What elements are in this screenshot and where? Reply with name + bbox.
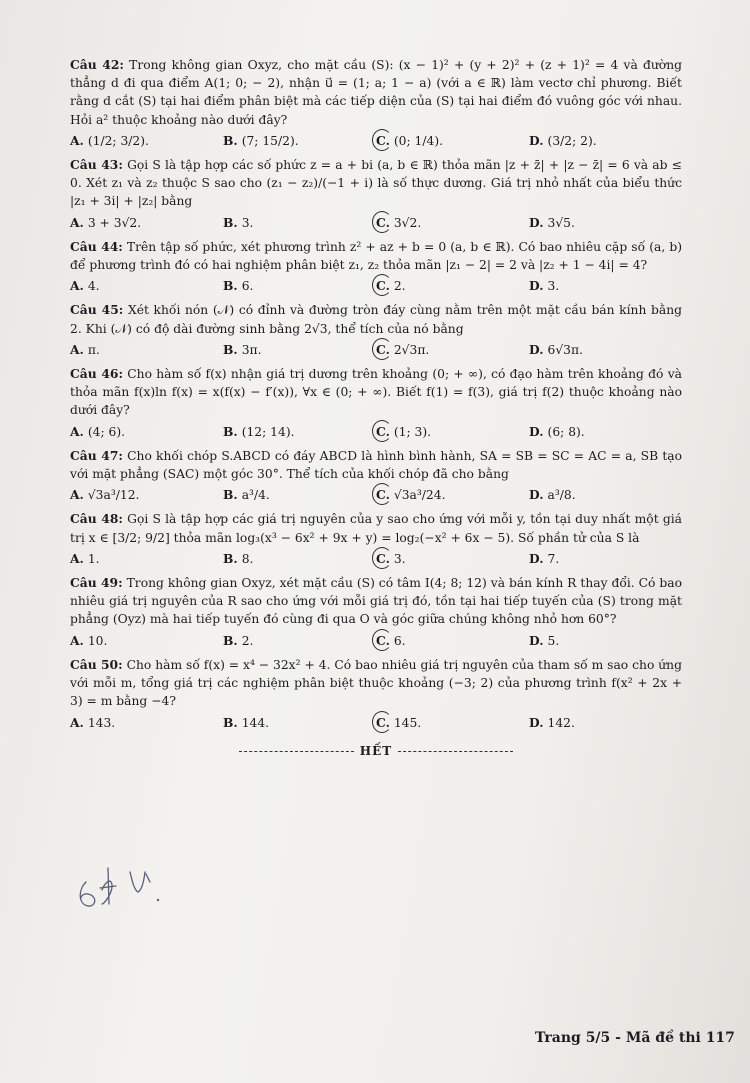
option-a[interactable]: A. (4; 6). (70, 423, 126, 439)
question-number: Câu 42: (70, 57, 124, 72)
option-b[interactable]: B. (12; 14). (223, 423, 295, 439)
option-d[interactable]: D. 142. (529, 714, 575, 730)
question-number: Câu 45: (70, 302, 124, 318)
circled-answer: C. (376, 132, 390, 150)
question-48 (70, 510, 682, 568)
option-c[interactable]: C. 6. (376, 632, 529, 650)
option-a[interactable]: A. 10. (70, 632, 108, 648)
circled-answer: C. (376, 277, 390, 295)
question-42 (70, 56, 682, 150)
option-c[interactable]: C. 3. (376, 550, 529, 568)
question-text: Trên tập số phức, xét phương trình z² + az + b = 0 (a, b ∈ ℝ). Có bao nhiêu cặp số (a, b) để phương trình đó có hai nghiệm phân biệt z₁, z₂ thỏa mãn |z₁ − 2| = 2 và |z₂ + 1 − 4i| = 4? (70, 239, 682, 273)
circled-answer: C. (376, 423, 390, 441)
option-c[interactable]: C. 3√2. (376, 214, 529, 232)
option-b[interactable]: B. 2. (223, 632, 254, 648)
option-b[interactable]: B. 6. (223, 278, 254, 294)
options (70, 550, 682, 568)
question-number: Câu 44: (70, 238, 123, 254)
option-d[interactable]: D. 3. (529, 278, 560, 294)
option-d[interactable]: D. 6√3π. (529, 341, 583, 357)
question-43 (70, 156, 682, 232)
circled-answer: C. (376, 341, 390, 359)
question-number: Câu 48: (70, 511, 123, 527)
options (70, 132, 682, 150)
question-50 (70, 656, 682, 732)
question-number: Câu 43: (70, 157, 123, 173)
handwritten-scribble (72, 860, 192, 920)
end-marker: HẾT (70, 742, 682, 760)
question-number: Câu 49: (70, 575, 123, 591)
option-a[interactable]: A. √3a³/12. (70, 487, 140, 503)
question-text: Trong không gian Oxyz, cho mặt cầu (S): (x − 1)² + (y + 2)² + (z + 1)² = 4 và đường thẳng d đi qua điểm A(1; 0; − 2), nhận u⃗ = (1; a; 1 − a) (với a ∈ ℝ) làm vectơ chỉ phương. Biết rằng d cắt (S) tại hai điểm phân biệt mà các tiếp diện của (S) tại hai điểm đó vuông góc với nhau. Hỏi a² thuộc khoảng nào dưới đây? (70, 58, 682, 127)
option-a[interactable]: A. 143. (70, 714, 116, 730)
options (70, 486, 682, 504)
option-d[interactable]: D. (6; 8). (529, 423, 585, 439)
option-b[interactable]: B. 3π. (223, 341, 262, 357)
question-44 (70, 238, 682, 296)
option-c[interactable]: C. 145. (376, 714, 529, 732)
divider (398, 751, 513, 752)
circled-answer: C. (376, 632, 390, 650)
option-b[interactable]: B. 3. (223, 214, 254, 230)
option-c[interactable]: C. 2. (376, 277, 529, 295)
option-d[interactable]: D. a³/8. (529, 487, 576, 503)
options (70, 714, 682, 732)
question-text: Gọi S là tập hợp các giá trị nguyên của y sao cho ứng với mỗi y, tồn tại duy nhất một giá trị x ∈ [3/2; 9/2] thỏa mãn log₃(x³ − 6x² + 9x + y) = log₂(−x² + 6x − 5). Số phần tử của S là (70, 512, 682, 545)
question-46 (70, 365, 682, 441)
question-text: Cho khối chóp S.ABCD có đáy ABCD là hình bình hành, SA = SB = SC = AC = a, SB tạo với mặt phẳng (SAC) một góc 30°. Thể tích của khối chóp đã cho bằng (70, 448, 682, 482)
circled-answer: C. (376, 714, 390, 732)
question-text: Cho hàm số f(x) nhận giá trị dương trên khoảng (0; + ∞), có đạo hàm trên khoảng đó và thỏa mãn f(x)ln f(x) = x(f(x) − f′(x)), ∀x ∈ (0; + ∞). Biết f(1) = f(3), giá trị f(2) thuộc khoảng nào dưới đây? (70, 367, 682, 418)
option-a[interactable]: A. (1/2; 3/2). (70, 132, 149, 148)
option-c[interactable]: C. (1; 3). (376, 423, 529, 441)
option-d[interactable]: D. 5. (529, 632, 560, 648)
option-d[interactable]: D. 3√5. (529, 214, 575, 230)
options (70, 632, 682, 650)
option-a[interactable]: A. 4. (70, 278, 100, 294)
question-text: Gọi S là tập hợp các số phức z = a + bi (a, b ∈ ℝ) thỏa mãn |z + z̄| + |z − z̄| = 6 và ab ≤ 0. Xét z₁ và z₂ thuộc S sao cho (z₁ − z₂)/(−1 + i) là số thực dương. Giá trị nhỏ nhất của biểu thức |z₁ + 3i| + |z₂| bằng (70, 158, 682, 209)
option-b[interactable]: B. 8. (223, 550, 254, 566)
options (70, 341, 682, 359)
page-footer: Trang 5/5 - Mã đề thi 117 (535, 1030, 735, 1046)
circled-answer: C. (376, 214, 390, 232)
option-a[interactable]: A. 1. (70, 550, 100, 566)
option-c[interactable]: C. (0; 1/4). (376, 132, 529, 150)
option-c[interactable]: C. 2√3π. (376, 341, 529, 359)
option-b[interactable]: B. 144. (223, 714, 270, 730)
question-49 (70, 574, 682, 650)
question-text: Trong không gian Oxyz, xét mặt cầu (S) có tâm I(4; 8; 12) và bán kính R thay đổi. Có bao nhiêu giá trị nguyên của R sao cho ứng với mỗi giá trị đó, tồn tại hai tiếp tuyến của (S) trong mặt phẳng (Oyz) mà hai tiếp tuyến đó cùng đi qua O và góc giữa chúng không nhỏ hơn 60°? (70, 576, 682, 627)
question-45 (70, 301, 682, 359)
option-c[interactable]: C. √3a³/24. (376, 486, 529, 504)
option-b[interactable]: B. a³/4. (223, 487, 270, 503)
question-number: Câu 46: (70, 366, 123, 382)
options (70, 277, 682, 295)
question-number: Câu 50: (70, 656, 123, 672)
options (70, 423, 682, 441)
option-a[interactable]: A. π. (70, 341, 100, 357)
question-text: Xét khối nón (𝒩) có đỉnh và đường tròn đáy cùng nằm trên một mặt cầu bán kính bằng 2. Khi (𝒩) có độ dài đường sinh bằng 2√3, thể tích của nó bằng (70, 303, 683, 336)
circled-answer: C. (376, 550, 390, 568)
option-d[interactable]: D. (3/2; 2). (529, 132, 597, 148)
option-b[interactable]: B. (7; 15/2). (223, 132, 299, 148)
question-47 (70, 447, 682, 505)
option-d[interactable]: D. 7. (529, 550, 560, 566)
question-text: Cho hàm số f(x) = x⁴ − 32x² + 4. Có bao nhiêu giá trị nguyên của tham số m sao cho ứng với mỗi m, tổng giá trị các nghiệm phân biệt thuộc khoảng (−3; 2) của phương trình f(x² + 2x + 3) = m bằng −4? (70, 657, 682, 709)
options (70, 214, 682, 232)
question-number: Câu 47: (70, 447, 123, 463)
option-a[interactable]: A. 3 + 3√2. (70, 214, 142, 230)
circled-answer: C. (376, 486, 390, 504)
question-list (70, 56, 682, 760)
divider (239, 751, 354, 752)
